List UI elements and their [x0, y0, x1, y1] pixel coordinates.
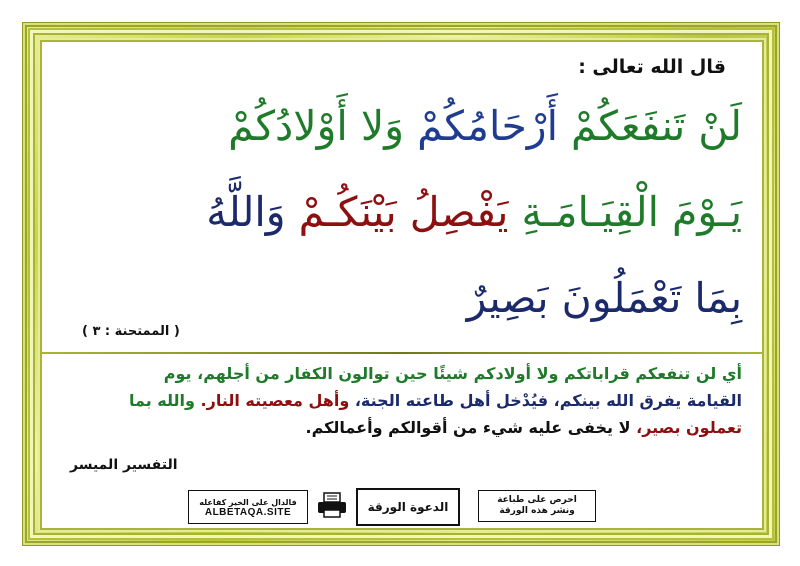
tafsir-segment: والله بما [128, 391, 201, 410]
tafsir-line [62, 360, 742, 387]
source-label: التفسير الميسر [70, 457, 178, 473]
printer-icon [316, 492, 348, 518]
verse-segment: لَنْ تَنفَعَكُمْ [571, 102, 742, 150]
verse-segment: أَرْحَامُكُمْ [417, 102, 558, 150]
verse-segment: بِمَا تَعْمَلُونَ بَصِيرٌ [466, 274, 742, 322]
tafsir-segment: أي لن تنفعكم قراباتكم ولا أولادكم شيئًا حين توالون الكفار من أجلهم، يوم [163, 364, 742, 383]
logo: الدعوة الورقة [356, 488, 460, 526]
verse-line-1 [62, 104, 742, 149]
tafsir-text [62, 360, 742, 441]
print-note-line: احرص على طباعة [497, 495, 577, 505]
verse-intro: قال الله تعالى : [578, 56, 726, 78]
verse-segment: وَلا أَوْلادُكُمْ [228, 102, 405, 150]
content-card [40, 40, 764, 530]
print-note-line: ونشر هذه الورقة [499, 506, 575, 516]
print-note-box [478, 490, 596, 522]
site-url[interactable]: ALBETAQA.SITE [204, 507, 292, 518]
tafsir-segment: تعملون بصير، [636, 418, 742, 437]
verse-segment: يَـوْمَ الْقِيَـامَـةِ [521, 188, 742, 236]
verse-segment: وَاللَّهُ [206, 188, 286, 236]
verse-segment: يَفْصِلُ بَيْنَكُـمْ [298, 188, 509, 236]
footer-bar [188, 490, 588, 522]
tafsir-segment: القيامة يفرق الله بينكم، فيُدْخل أهل طاعته الجنة، [354, 391, 742, 410]
tafsir-segment: لا يخفى عليه شيء من أقوالكم وأعمالكم. [305, 418, 637, 437]
tafsir-segment: وأهل معصيته النار. [200, 391, 355, 410]
divider [42, 352, 762, 354]
tafsir-line [62, 387, 742, 414]
tafsir-line [62, 414, 742, 441]
verse-line-3 [62, 276, 742, 321]
site-tagline: فالدال على الخير كفاعله [199, 498, 297, 507]
verse-reference: ( الممتحنة : ٣ ) [82, 324, 180, 339]
site-box[interactable] [188, 490, 308, 524]
verse-line-2 [62, 190, 742, 235]
